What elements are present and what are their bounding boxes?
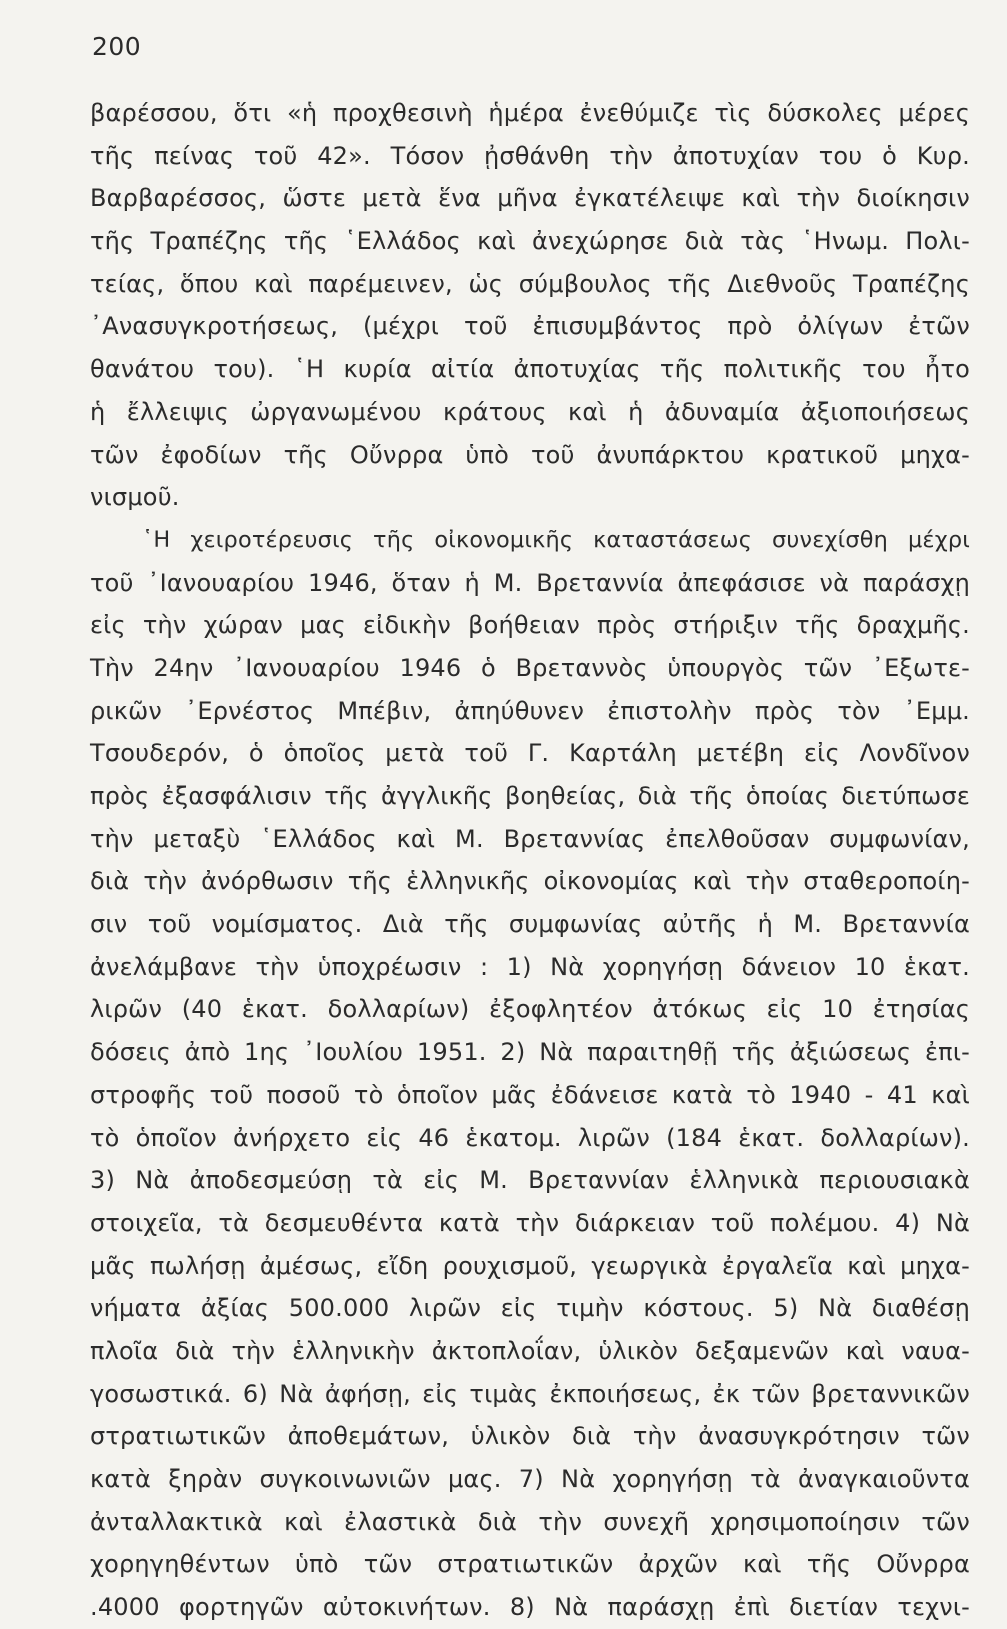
text-line: ἀνελάμβανε τὴν ὑποχρέωσιν : 1) Νὰ χορηγήσῃ δάνειον 10 ἑκατ. — [90, 952, 970, 981]
text-line: νήματα ἀξίας 500.000 λιρῶν εἰς τιμὴν κόστους. 5) Νὰ διαθέσῃ — [90, 1294, 970, 1323]
text-line: ἀνταλλακτικὰ καὶ ἐλαστικὰ διὰ τὴν συνεχῆ χρησιμοποίησιν τῶν — [90, 1507, 970, 1536]
text-line: ῾Η χειροτέρευσις τῆς οἰκονομικῆς καταστάσεως συνεχίσθη μέχρι — [142, 526, 970, 553]
text-line: ἡ ἔλλειψις ὠργανωμένου κράτους καὶ ἡ ἀδυναμία ἀξιοποιήσεως — [90, 397, 970, 426]
text-line: στοιχεῖα, τὰ δεσμευθέντα κατὰ τὴν διάρκειαν τοῦ πολέμου. 4) Νὰ — [90, 1208, 970, 1237]
text-line: μᾶς πωλήσῃ ἀμέσως, εἴδη ρουχισμοῦ, γεωργικὰ ἐργαλεῖα καὶ μηχα- — [90, 1251, 970, 1280]
text-line: πρὸς ἐξασφάλισιν τῆς ἀγγλικῆς βοηθείας, διὰ τῆς ὁποίας διετύπωσε — [90, 782, 970, 810]
text-line: στρατιωτικῶν ἀποθεμάτων, ὑλικὸν διὰ τὴν ἀνασυγκρότησιν τῶν — [90, 1422, 970, 1451]
text-line: θανάτου του). ῾Η κυρία αἰτία ἀποτυχίας τῆς πολιτικῆς του ἦτο — [90, 355, 970, 384]
page-number: 200 — [92, 32, 142, 61]
text-line: ρικῶν ᾿Ερνέστος Μπέβιν, ἀπηύθυνεν ἐπιστολὴν πρὸς τὸν ᾿Εμμ. — [90, 696, 970, 725]
text-line: τείας, ὅπου καὶ παρέμεινεν, ὡς σύμβουλος τῆς Διεθνοῦς Τραπέζης — [90, 269, 970, 298]
text-line: εἰς τὴν χώραν μας εἰδικὴν βοήθειαν πρὸς στήριξιν τῆς δραχμῆς. — [90, 611, 970, 640]
text-block — [90, 92, 970, 1629]
text-line: λιρῶν (40 ἑκατ. δολλαρίων) ἐξοφλητέον ἀτόκως εἰς 10 ἐτησίας — [90, 995, 970, 1024]
text-line: τῶν ἐφοδίων τῆς Οὔνρρα ὑπὸ τοῦ ἀνυπάρκτου κρατικοῦ μηχα- — [90, 440, 970, 469]
text-line: τῆς πείνας τοῦ 42». Τόσον ᾐσθάνθη τὴν ἀποτυχίαν του ὁ Κυρ. — [90, 141, 970, 170]
text-line: δόσεις ἀπὸ 1ης ᾿Ιουλίου 1951. 2) Νὰ παραιτηθῇ τῆς ἀξιώσεως ἐπι- — [90, 1038, 970, 1067]
text-line: γοσωστικά. 6) Νὰ ἀφήσῃ, εἰς τιμὰς ἐκποιήσεως, ἐκ τῶν βρεταννικῶν — [90, 1379, 970, 1408]
text-line: Τσουδερόν, ὁ ὁποῖος μετὰ τοῦ Γ. Καρτάλη μετέβη εἰς Λονδῖνον — [90, 739, 970, 768]
text-line: διὰ τὴν ἀνόρθωσιν τῆς ἑλληνικῆς οἰκονομίας καὶ τὴν σταθεροποίη- — [90, 867, 970, 896]
text-line: 3) Νὰ ἀποδεσμεύσῃ τὰ εἰς Μ. Βρεταννίαν ἑλληνικὰ περιουσιακὰ — [90, 1166, 970, 1195]
text-line: σιν τοῦ νομίσματος. Διὰ τῆς συμφωνίας αὐτῆς ἡ Μ. Βρεταννία — [90, 910, 970, 939]
text-line: πλοῖα διὰ τὴν ἑλληνικὴν ἀκτοπλοΐαν, ὑλικὸν δεξαμενῶν καὶ ναυα- — [90, 1336, 970, 1365]
text-line: βαρέσσου, ὅτι «ἡ προχθεσινὴ ἡμέρα ἐνεθύμιζε τὶς δύσκολες μέρες — [90, 99, 970, 127]
text-line: στροφῆς τοῦ ποσοῦ τὸ ὁποῖον μᾶς ἐδάνεισε κατὰ τὸ 1940 - 41 καὶ — [90, 1080, 970, 1109]
text-line: τὴν μεταξὺ ῾Ελλάδος καὶ Μ. Βρεταννίας ἐπελθοῦσαν συμφωνίαν, — [90, 824, 970, 853]
text-line: χορηγηθέντων ὑπὸ τῶν στρατιωτικῶν ἀρχῶν καὶ τῆς Οὔνρρα — [90, 1550, 970, 1579]
text-line: τοῦ ᾿Ιανουαρίου 1946, ὅταν ἡ Μ. Βρεταννία ἀπεφάσισε νὰ παράσχῃ — [90, 568, 970, 597]
text-line: νισμοῦ. — [90, 483, 180, 512]
text-line: Βαρβαρέσσος, ὥστε μετὰ ἕνα μῆνα ἐγκατέλειψε καὶ τὴν διοίκησιν — [90, 184, 970, 213]
text-line: κατὰ ξηρὰν συγκοινωνιῶν μας. 7) Νὰ χορηγήσῃ τὰ ἀναγκαιοῦντα — [90, 1465, 970, 1493]
text-line: ᾿Ανασυγκροτήσεως, (μέχρι τοῦ ἐπισυμβάντος πρὸ ὀλίγων ἐτῶν — [90, 312, 970, 341]
text-line: τὸ ὁποῖον ἀνήρχετο εἰς 46 ἑκατομ. λιρῶν (184 ἑκατ. δολλαρίων). — [90, 1123, 970, 1152]
text-line: .4000 φορτηγῶν αὐτοκινήτων. 8) Νὰ παράσχῃ ἐπὶ διετίαν τεχνι- — [90, 1593, 970, 1622]
text-line: Τὴν 24ην ᾿Ιανουαρίου 1946 ὁ Βρεταννὸς ὑπουργὸς τῶν ᾿Εξωτε- — [90, 653, 970, 682]
text-line: τῆς Τραπέζης τῆς ῾Ελλάδος καὶ ἀνεχώρησε διὰ τὰς ῾Ηνωμ. Πολι- — [90, 227, 970, 256]
